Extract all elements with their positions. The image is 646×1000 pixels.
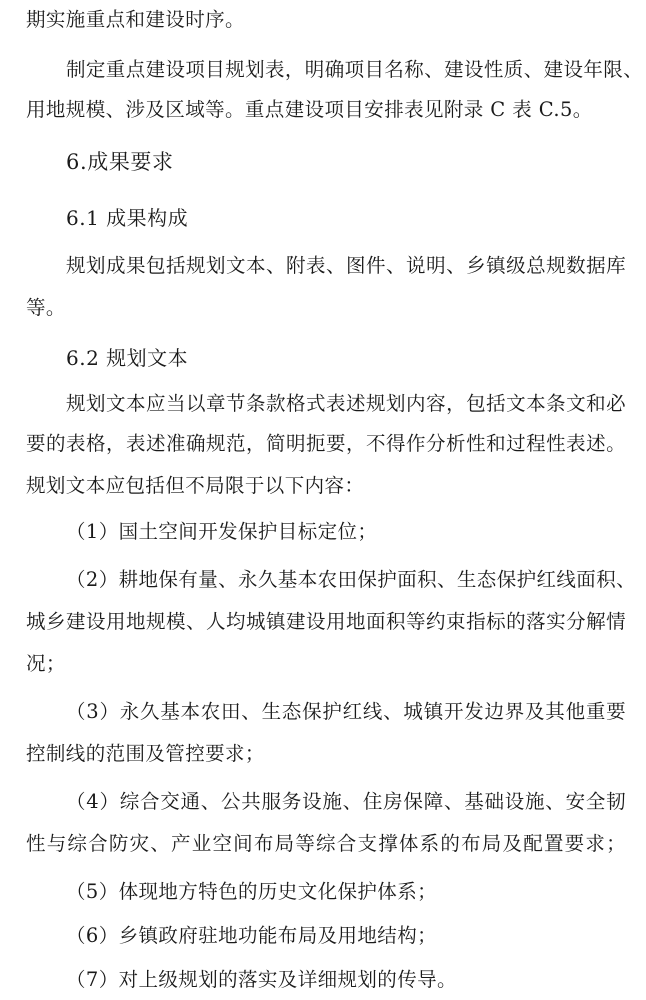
- paragraph-line: 规划文本应包括但不局限于以下内容：: [26, 474, 365, 497]
- subsection-heading: 6.2 规划文本: [66, 346, 189, 370]
- paragraph-line: 等。: [26, 296, 66, 319]
- list-item: （1）国土空间开发保护目标定位；: [66, 520, 378, 543]
- paragraph-line: 制定重点建设项目规划表，明确项目名称、建设性质、建设年限、: [66, 58, 644, 81]
- list-item: （4）综合交通、公共服务设施、住房保障、基础设施、安全韧: [66, 790, 626, 813]
- list-item: （5）体现地方特色的历史文化保护体系；: [66, 880, 438, 903]
- list-item: （7）对上级规划的落实及详细规划的传导。: [66, 968, 457, 991]
- subsection-heading: 6.1 成果构成: [66, 206, 189, 230]
- list-item-continuation: 控制线的范围及管控要求；: [26, 742, 265, 765]
- list-item-continuation: 况；: [26, 652, 66, 675]
- list-item: （2）耕地保有量、永久基本农田保护面积、生态保护红线面积、: [66, 568, 637, 591]
- paragraph-line: 规划文本应当以章节条款格式表述规划内容，包括文本条文和必: [66, 392, 626, 415]
- list-item-continuation: 性与综合防灾、产业空间布局等综合支撑体系的布局及配置要求；: [26, 832, 626, 855]
- paragraph-line: 要的表格，表述准确规范，简明扼要，不得作分析性和过程性表述。: [26, 432, 626, 455]
- section-heading: 6.成果要求: [66, 150, 174, 174]
- paragraph-line: 用地规模、涉及区域等。重点建设项目安排表见附录 C 表 C.5。: [26, 98, 593, 121]
- list-item-continuation: 城乡建设用地规模、人均城镇建设用地面积等约束指标的落实分解情: [26, 610, 626, 633]
- list-item: （6）乡镇政府驻地功能布局及用地结构；: [66, 924, 438, 947]
- list-item: （3）永久基本农田、生态保护红线、城镇开发边界及其他重要: [66, 700, 626, 723]
- paragraph-line: 规划成果包括规划文本、附表、图件、说明、乡镇级总规数据库: [66, 254, 626, 277]
- paragraph-line: 期实施重点和建设时序。: [26, 8, 245, 31]
